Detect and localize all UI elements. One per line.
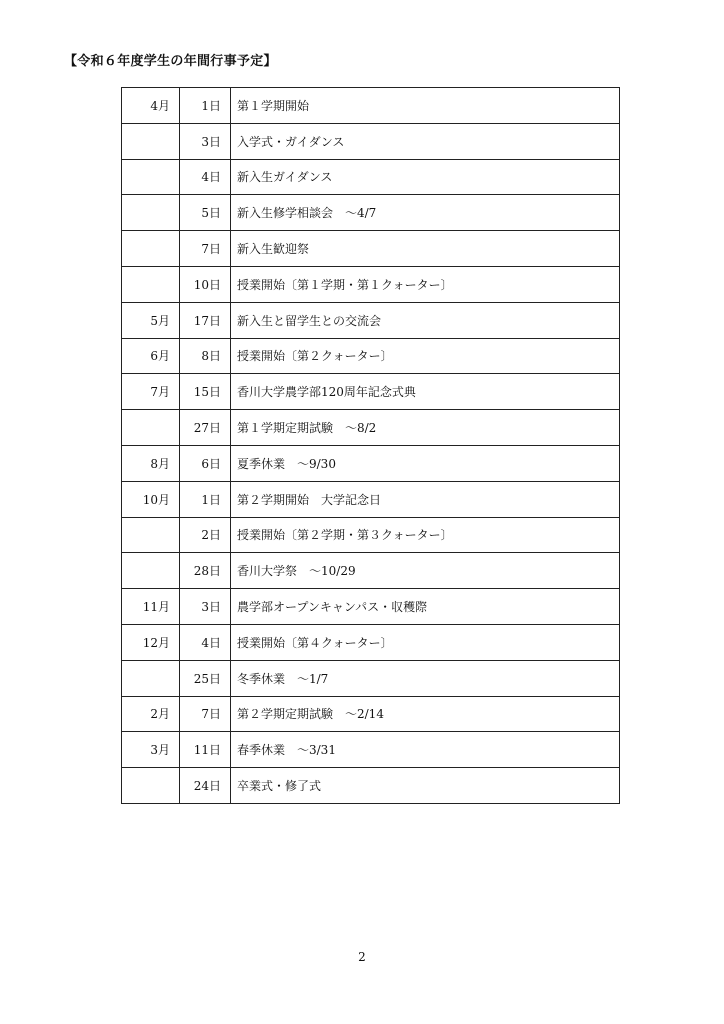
- month-cell: 5月: [122, 302, 180, 338]
- day-cell: 15日: [180, 374, 231, 410]
- schedule-row: [122, 123, 620, 159]
- month-cell: [122, 517, 180, 553]
- day-cell: 6日: [180, 445, 231, 481]
- event-cell: 卒業式・修了式: [231, 768, 620, 804]
- event-cell: 授業開始〔第２学期・第３クォーター〕: [231, 517, 620, 553]
- schedule-row: [122, 660, 620, 696]
- month-cell: [122, 553, 180, 589]
- month-cell: [122, 159, 180, 195]
- event-cell: 第１学期開始: [231, 88, 620, 124]
- month-cell: 12月: [122, 624, 180, 660]
- month-cell: 11月: [122, 589, 180, 625]
- schedule-row: [122, 410, 620, 446]
- schedule-row: [122, 624, 620, 660]
- schedule-row: [122, 732, 620, 768]
- schedule-row: [122, 302, 620, 338]
- day-cell: 25日: [180, 660, 231, 696]
- month-cell: 7月: [122, 374, 180, 410]
- schedule-row: [122, 445, 620, 481]
- month-cell: [122, 768, 180, 804]
- event-cell: 授業開始〔第４クォーター〕: [231, 624, 620, 660]
- event-cell: 香川大学祭 ～10/29: [231, 553, 620, 589]
- month-cell: [122, 410, 180, 446]
- month-cell: 4月: [122, 88, 180, 124]
- schedule-row: [122, 159, 620, 195]
- day-cell: 3日: [180, 589, 231, 625]
- event-cell: 新入生歓迎祭: [231, 231, 620, 267]
- month-cell: [122, 195, 180, 231]
- event-cell: 香川大学農学部120周年記念式典: [231, 374, 620, 410]
- page-number: 2: [358, 950, 366, 964]
- event-cell: 新入生ガイダンス: [231, 159, 620, 195]
- event-cell: 夏季休業 ～9/30: [231, 445, 620, 481]
- day-cell: 28日: [180, 553, 231, 589]
- schedule-row: [122, 231, 620, 267]
- month-cell: 2月: [122, 696, 180, 732]
- event-cell: 新入生と留学生との交流会: [231, 302, 620, 338]
- event-cell: 授業開始〔第１学期・第１クォーター〕: [231, 266, 620, 302]
- event-cell: 第１学期定期試験 ～8/2: [231, 410, 620, 446]
- month-cell: 6月: [122, 338, 180, 374]
- month-cell: 10月: [122, 481, 180, 517]
- schedule-row: [122, 553, 620, 589]
- day-cell: 1日: [180, 481, 231, 517]
- day-cell: 3日: [180, 123, 231, 159]
- schedule-row: [122, 88, 620, 124]
- day-cell: 1日: [180, 88, 231, 124]
- event-cell: 第２学期定期試験 ～2/14: [231, 696, 620, 732]
- month-cell: [122, 231, 180, 267]
- event-cell: 春季休業 ～3/31: [231, 732, 620, 768]
- day-cell: 5日: [180, 195, 231, 231]
- schedule-row: [122, 374, 620, 410]
- schedule-table-body: [122, 88, 620, 804]
- schedule-table: [121, 87, 620, 804]
- month-cell: [122, 123, 180, 159]
- day-cell: 17日: [180, 302, 231, 338]
- day-cell: 24日: [180, 768, 231, 804]
- event-cell: 入学式・ガイダンス: [231, 123, 620, 159]
- month-cell: 8月: [122, 445, 180, 481]
- schedule-row: [122, 266, 620, 302]
- day-cell: 2日: [180, 517, 231, 553]
- day-cell: 4日: [180, 624, 231, 660]
- day-cell: 4日: [180, 159, 231, 195]
- event-cell: 冬季休業 ～1/7: [231, 660, 620, 696]
- day-cell: 10日: [180, 266, 231, 302]
- day-cell: 7日: [180, 696, 231, 732]
- event-cell: 授業開始〔第２クォーター〕: [231, 338, 620, 374]
- month-cell: [122, 660, 180, 696]
- event-cell: 農学部オープンキャンパス・収穫際: [231, 589, 620, 625]
- day-cell: 8日: [180, 338, 231, 374]
- schedule-row: [122, 481, 620, 517]
- schedule-row: [122, 768, 620, 804]
- event-cell: 新入生修学相談会 ～4/7: [231, 195, 620, 231]
- event-cell: 第２学期開始 大学記念日: [231, 481, 620, 517]
- schedule-row: [122, 195, 620, 231]
- schedule-row: [122, 589, 620, 625]
- month-cell: 3月: [122, 732, 180, 768]
- day-cell: 11日: [180, 732, 231, 768]
- schedule-row: [122, 696, 620, 732]
- day-cell: 27日: [180, 410, 231, 446]
- day-cell: 7日: [180, 231, 231, 267]
- month-cell: [122, 266, 180, 302]
- schedule-row: [122, 338, 620, 374]
- document-title: 【令和６年度学生の年間行事予定】: [64, 54, 277, 69]
- schedule-row: [122, 517, 620, 553]
